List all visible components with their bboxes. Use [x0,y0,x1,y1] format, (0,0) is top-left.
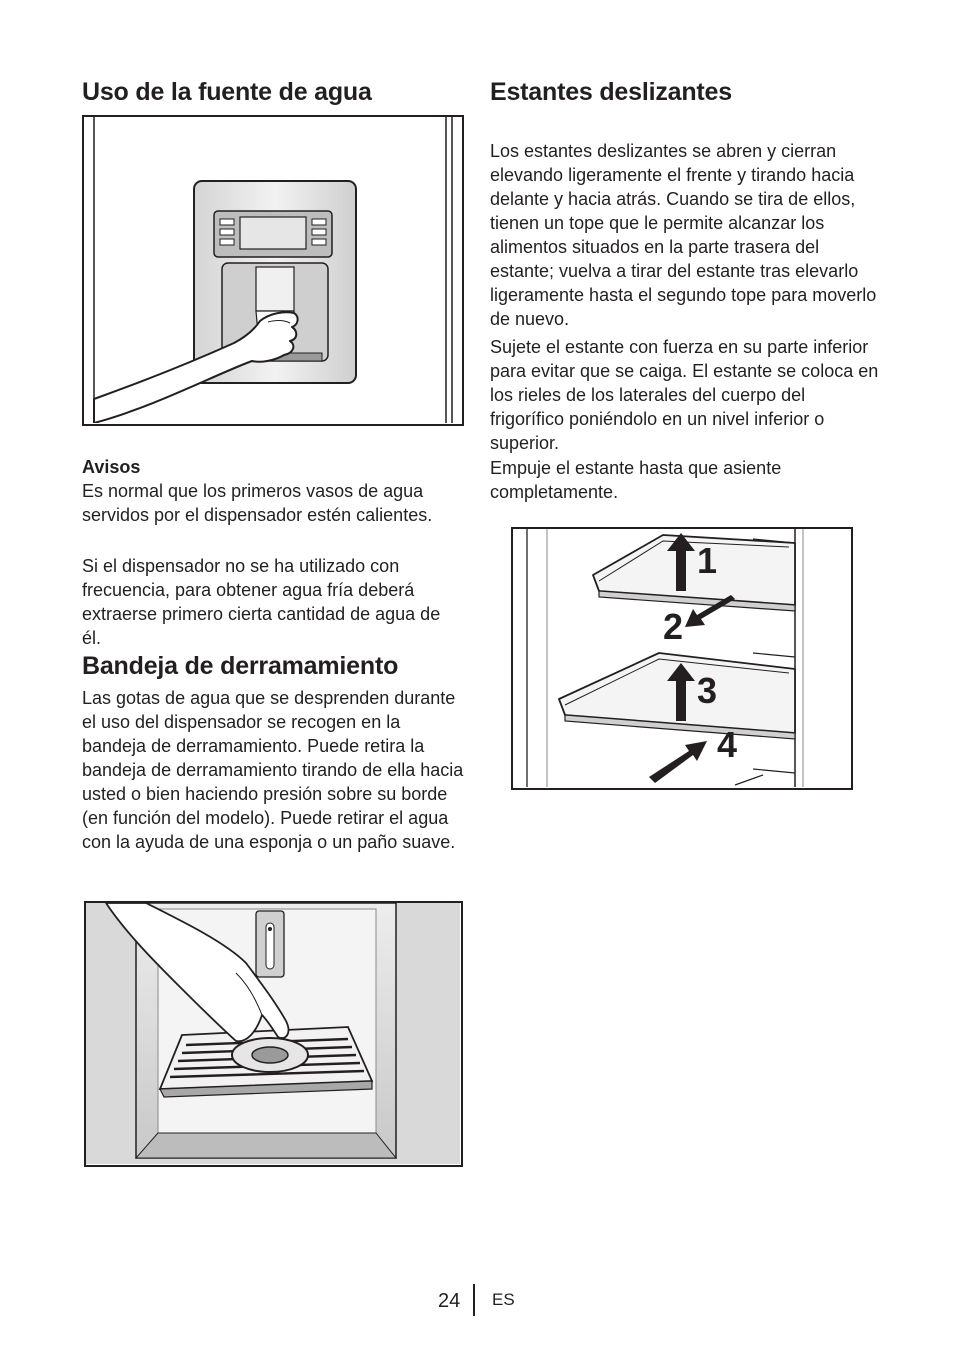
figure-water-dispenser [82,115,464,426]
shelf-step-4-label: 4 [717,724,738,765]
section-title-water-dispenser: Uso de la fuente de agua [82,78,372,106]
footer-divider [473,1284,475,1316]
figure-sliding-shelves [511,527,853,790]
sliding-shelves-paragraph-1: Los estantes deslizantes se abren y cierran elevando ligeramente el frente y tirando hacia delante y hacia atrás. Cuando se tira de ellos, tienen un tope que le permite alcanzar los alimentos situados en la parte trasera del estante; vuelva a tirar del estante tras elevarlo ligeramente hasta el segundo tope para moverlo de nuevo. [490,141,877,329]
warnings-heading: Avisos [82,457,141,477]
shelf-step-1-label: 1 [697,540,718,581]
figure-drip-tray [84,901,463,1167]
section-title-sliding-shelves: Estantes deslizantes [490,78,732,106]
drip-tray-paragraph: Las gotas de agua que se desprenden durante el uso del dispensador se recogen en la bandeja de derramamiento. Puede retira la bandeja de derramamiento tirando de ella hacia usted o bien haciendo presión sobre su borde (en función del modelo). Puede retirar el agua con la ayuda de una esponja o un paño suave. [82,688,464,852]
shelf-step-2-label: 2 [663,606,684,647]
section-title-drip-tray: Bandeja de derramamiento [82,652,399,680]
warnings-paragraph-1: Es normal que los primeros vasos de agua servidos por el dispensador estén calientes. [82,481,433,525]
page-number: 24 [438,1290,461,1312]
sliding-shelves-paragraph-3: Empuje el estante hasta que asiente completamente. [490,458,782,502]
sliding-shelves-paragraph-2: Sujete el estante con fuerza en su parte inferior para evitar que se caiga. El estante se coloca en los rieles de los laterales del cuerpo del frigorífico poniéndolo en un nivel inferior o superior. [490,337,879,453]
shelf-step-3-label: 3 [697,670,718,711]
warnings-paragraph-2: Si el dispensador no se ha utilizado con frecuencia, para obtener agua fría deberá extraerse primero cierta cantidad de agua de él. [82,556,441,648]
language-code: ES [492,1290,515,1309]
